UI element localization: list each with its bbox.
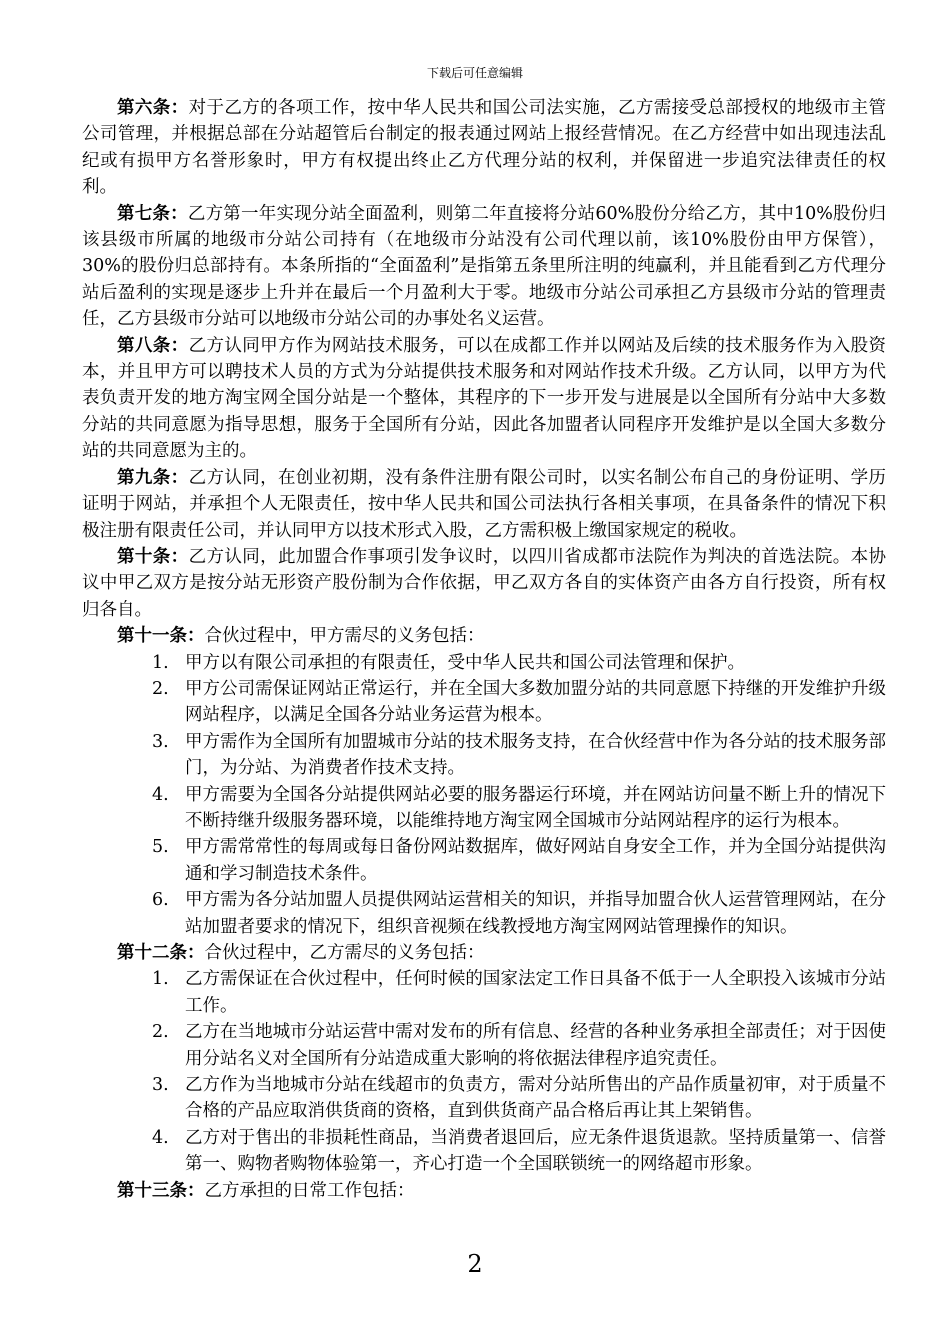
- list-item-text: 甲方公司需保证网站正常运行，并在全国大多数加盟分站的共同意愿下持继的开发维护升级网站程序，以满足全国各分站业务运营为根本。: [185, 678, 886, 726]
- article-label: 第九条：: [117, 467, 189, 488]
- list-item-number: 4.: [152, 1127, 169, 1148]
- article-7: [82, 201, 886, 333]
- article-8: [82, 333, 886, 465]
- list-item-number: 2.: [152, 1022, 169, 1043]
- article-label: 第十一条：: [117, 626, 205, 647]
- list-item: [82, 966, 886, 1019]
- list-item-number: 6.: [152, 890, 169, 911]
- list-item: [82, 1019, 886, 1072]
- list-item-text: 甲方以有限公司承担的有限责任，受中华人民共和国公司法管理和保护。: [185, 652, 745, 673]
- list-item-text: 乙方需保证在合伙过程中，任何时候的国家法定工作日具备不低于一人全职投入该城市分站工作。: [185, 969, 886, 1016]
- page-header: 下载后可任意编辑: [426, 66, 523, 80]
- party-b-obligations-list: [82, 966, 886, 1177]
- article-12: [82, 940, 886, 966]
- article-text: 乙方认同，此加盟合作事项引发争议时，以四川省成都市法院作为判决的首选法院。本协议中甲乙双方是按分站无形资产股份制为合作依据，甲乙双方各自的实体资产由各方自行投资，所有权归各自。: [82, 546, 887, 620]
- list-item: [82, 834, 886, 887]
- article-text: 乙方认同甲方作为网站技术服务，可以在成都工作并以网站及后续的技术服务作为入股资本，并且甲方可以聘技术人员的方式为分站提供技术服务和对网站作技术升级。乙方认同，以甲方为代表负责开发的地方淘宝网全国分站是一个整体，其程序的下一步开发与进展是以全国所有分站中大多数分站的共同意愿为指导思想，服务于全国所有分站，因此各加盟者认同程序开发维护是以全国大多数分站的共同意愿为主的。: [82, 335, 887, 462]
- list-item-text: 甲方需为各分站加盟人员提供网站运营相关的知识，并指导加盟合伙人运营管理网站，在分站加盟者要求的情况下，组织音视频在线教授地方淘宝网网站管理操作的知识。: [185, 890, 886, 937]
- list-item-text: 甲方需要为全国各分站提供网站必要的服务器运行环境，并在网站访问量不断上升的情况下不断持继升级服务器环境，以能维持地方淘宝网全国城市分站网站程序的运行为根本。: [185, 784, 886, 831]
- article-text: 乙方第一年实现分站全面盈利，则第二年直接将分站60%股份分给乙方，其中10%股份归该县级市所属的地级市分站公司持有（在地级市分站没有公司代理以前，该10%股份由甲方保管），30%的股份归总部持有。本条所指的“全面盈利”是指第五条里所注明的纯赢利，并且能看到乙方代理分站后盈利的实现是逐步上升并在最后一个月盈利大于零。地级市分站公司承担乙方县级市分站的管理责任，乙方县级市分站可以地级市分站公司的办事处名义运营。: [82, 203, 886, 330]
- article-label: 第十二条：: [117, 943, 205, 963]
- article-label: 第十三条：: [117, 1180, 205, 1201]
- list-item-number: 1.: [152, 969, 169, 990]
- list-item-text: 乙方在当地城市分站运营中需对发布的所有信息、经营的各种业务承担全部责任；对于因使用分站名义对全国所有分站造成重大影响的将依据法律程序追究责任。: [185, 1022, 886, 1069]
- list-item: [82, 1072, 886, 1125]
- article-6: [82, 95, 886, 201]
- list-item-text: 甲方需作为全国所有加盟城市分站的技术服务支持，在合伙经营中作为各分站的技术服务部门，为分站、为消费者作技术支持。: [185, 731, 886, 779]
- list-item-number: 3.: [152, 731, 169, 752]
- article-9: [82, 465, 886, 544]
- list-item-number: 4.: [152, 784, 169, 805]
- list-item: [82, 782, 886, 835]
- party-a-obligations-list: [82, 650, 886, 940]
- article-text: 合伙过程中，乙方需尽的义务包括：: [204, 943, 485, 963]
- article-label: 第八条：: [117, 335, 189, 356]
- article-11: [82, 623, 886, 649]
- article-label: 第七条：: [117, 203, 188, 224]
- article-text: 合伙过程中，甲方需尽的义务包括：: [204, 626, 485, 647]
- list-item: [82, 676, 886, 729]
- list-item-number: 3.: [152, 1075, 169, 1096]
- list-item: [82, 650, 886, 676]
- article-10: [82, 544, 886, 623]
- list-item: [82, 729, 886, 782]
- page-number: 2: [467, 1250, 483, 1278]
- list-item-text: 甲方需常常性的每周或每日备份网站数据库，做好网站自身安全工作，并为全国分站提供沟通和学习制造技术条件。: [185, 837, 886, 884]
- list-item-number: 5.: [152, 837, 169, 858]
- list-item-text: 乙方作为当地城市分站在线超市的负责方，需对分站所售出的产品作质量初审，对于质量不合格的产品应取消供货商的资格，直到供货商产品合格后再让其上架销售。: [185, 1075, 886, 1122]
- list-item: [82, 887, 886, 940]
- list-item: [82, 1125, 886, 1178]
- article-label: 第十条：: [117, 546, 189, 567]
- list-item-number: 2.: [152, 678, 169, 699]
- list-item-number: 1.: [152, 652, 169, 673]
- article-text: 对于乙方的各项工作，按中华人民共和国公司法实施，乙方需接受总部授权的地级市主管公司管理，并根据总部在分站超管后台制定的报表通过网站上报经营情况。在乙方经营中如出现违法乱纪或有损甲方名誉形象时，甲方有权提出终止乙方代理分站的权利，并保留进一步追究法律责任的权利。: [82, 98, 887, 198]
- article-text: 乙方认同，在创业初期，没有条件注册有限公司时，以实名制公布自己的身份证明、学历证明于网站，并承担个人无限责任，按中华人民共和国公司法执行各相关事项，在具备条件的情况下积极注册有限责任公司，并认同甲方以技术形式入股，乙方需积极上缴国家规定的税收。: [82, 467, 887, 541]
- list-item-text: 乙方对于售出的非损耗性商品，当消费者退回后，应无条件退货退款。坚持质量第一、信誉第一、购物者购物体验第一，齐心打造一个全国联锁统一的网络超市形象。: [185, 1127, 886, 1175]
- article-label: 第六条：: [117, 98, 189, 118]
- document-body: [82, 95, 886, 1204]
- article-13: [82, 1178, 886, 1204]
- article-text: 乙方承担的日常工作包括：: [204, 1180, 415, 1201]
